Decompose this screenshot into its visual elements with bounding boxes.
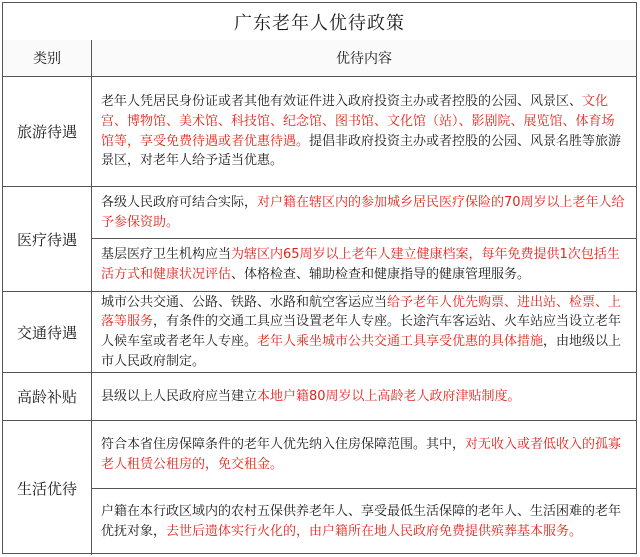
category-senior-subsidy: 高龄补贴	[16, 388, 77, 406]
rich-text	[101, 245, 626, 284]
content-living-1	[92, 421, 636, 488]
category-medical: 医疗待遇	[16, 230, 77, 249]
content-senior-subsidy	[92, 373, 636, 420]
body-text: 城市公共交通、公路、铁路、水路和航空客运应当	[101, 294, 388, 310]
category-transport: 交通待遇	[16, 323, 77, 342]
highlight-text: 对无收入或者低收入的孤寡老人租赁公租房的，免交租金。	[101, 436, 622, 472]
content-transport	[92, 292, 636, 372]
highlight-text: 对户籍在辖区内的参加城乡居民医疗保险的70周岁以上老年人给予参保资助。	[101, 194, 625, 230]
body-text: 各级人民政府可结合实际，	[101, 194, 258, 210]
body-text: 老年人凭居民身份证或者其他有效证件进入政府投资主办或者控股的公园、风景区、	[101, 94, 583, 110]
rich-text	[101, 293, 626, 371]
rich-text	[101, 435, 626, 474]
content-living-2	[92, 489, 636, 555]
rich-text	[101, 193, 626, 232]
rich-text	[101, 387, 521, 407]
body-text: 县级以上人民政府应当建立	[101, 388, 258, 404]
body-text: 提倡非政府投资主办或者控股的公园、风景名胜等旅游景区，对老年人给予适当优惠。	[101, 133, 622, 169]
header-category: 类别	[3, 40, 91, 77]
category-tourism: 旅游待遇	[16, 123, 77, 141]
highlight-text: 文化宫、博物馆、美术馆、科技馆、纪念馆、图书馆、文化馆（站）、影剧院、展览馆、体育场馆等，享受免费待遇或者优惠待遇。	[101, 94, 615, 149]
table-title: 广东老年人优待政策	[3, 3, 636, 41]
body-text: 、体格检查、辅助检查和健康指导的健康管理服务。	[231, 267, 531, 282]
highlight-text: 本地户籍80周岁以上高龄老人政府津贴制度。	[257, 388, 521, 404]
content-tourism	[92, 77, 636, 186]
body-text: ，有条件的交通工具应当设置老年人专座。长途汽车客运站、火车站应当设立老年人候车室或者老年人专座。	[101, 314, 622, 349]
policy-table	[2, 2, 637, 554]
header-content: 优待内容	[92, 40, 636, 77]
body-text: 户籍在本行政区域内的农村五保供养老年人、享受最低生活保障的老年人、生活困难的老年优抚对象，	[101, 504, 622, 539]
body-text: 基层医疗卫生机构应当	[101, 247, 232, 263]
rich-text	[101, 502, 626, 541]
body-text: 符合本省住房保障条件的老年人优先纳入住房保障范围。其中，	[101, 436, 466, 452]
body-text: ，由地级以上市人民政府制定。	[101, 334, 622, 369]
content-medical-1	[92, 187, 636, 238]
highlight-text: 为辖区内65周岁以上老年人建立健康档案，每年免费提供1次包括生活方式和健康状况评估	[101, 247, 620, 282]
highlight-text: 给予老年人优先购票、进出站、检票、上落等服务	[101, 294, 622, 330]
highlight-text: 老年人乘坐城市公共交通工具享受优惠的具体措施	[257, 334, 544, 349]
highlight-text: 去世后遗体实行火化的，由户籍所在地人民政府免费提供殡葬基本服务。	[166, 524, 583, 539]
content-medical-2	[92, 239, 636, 291]
category-living: 生活优待	[16, 479, 77, 498]
rich-text	[101, 92, 626, 170]
